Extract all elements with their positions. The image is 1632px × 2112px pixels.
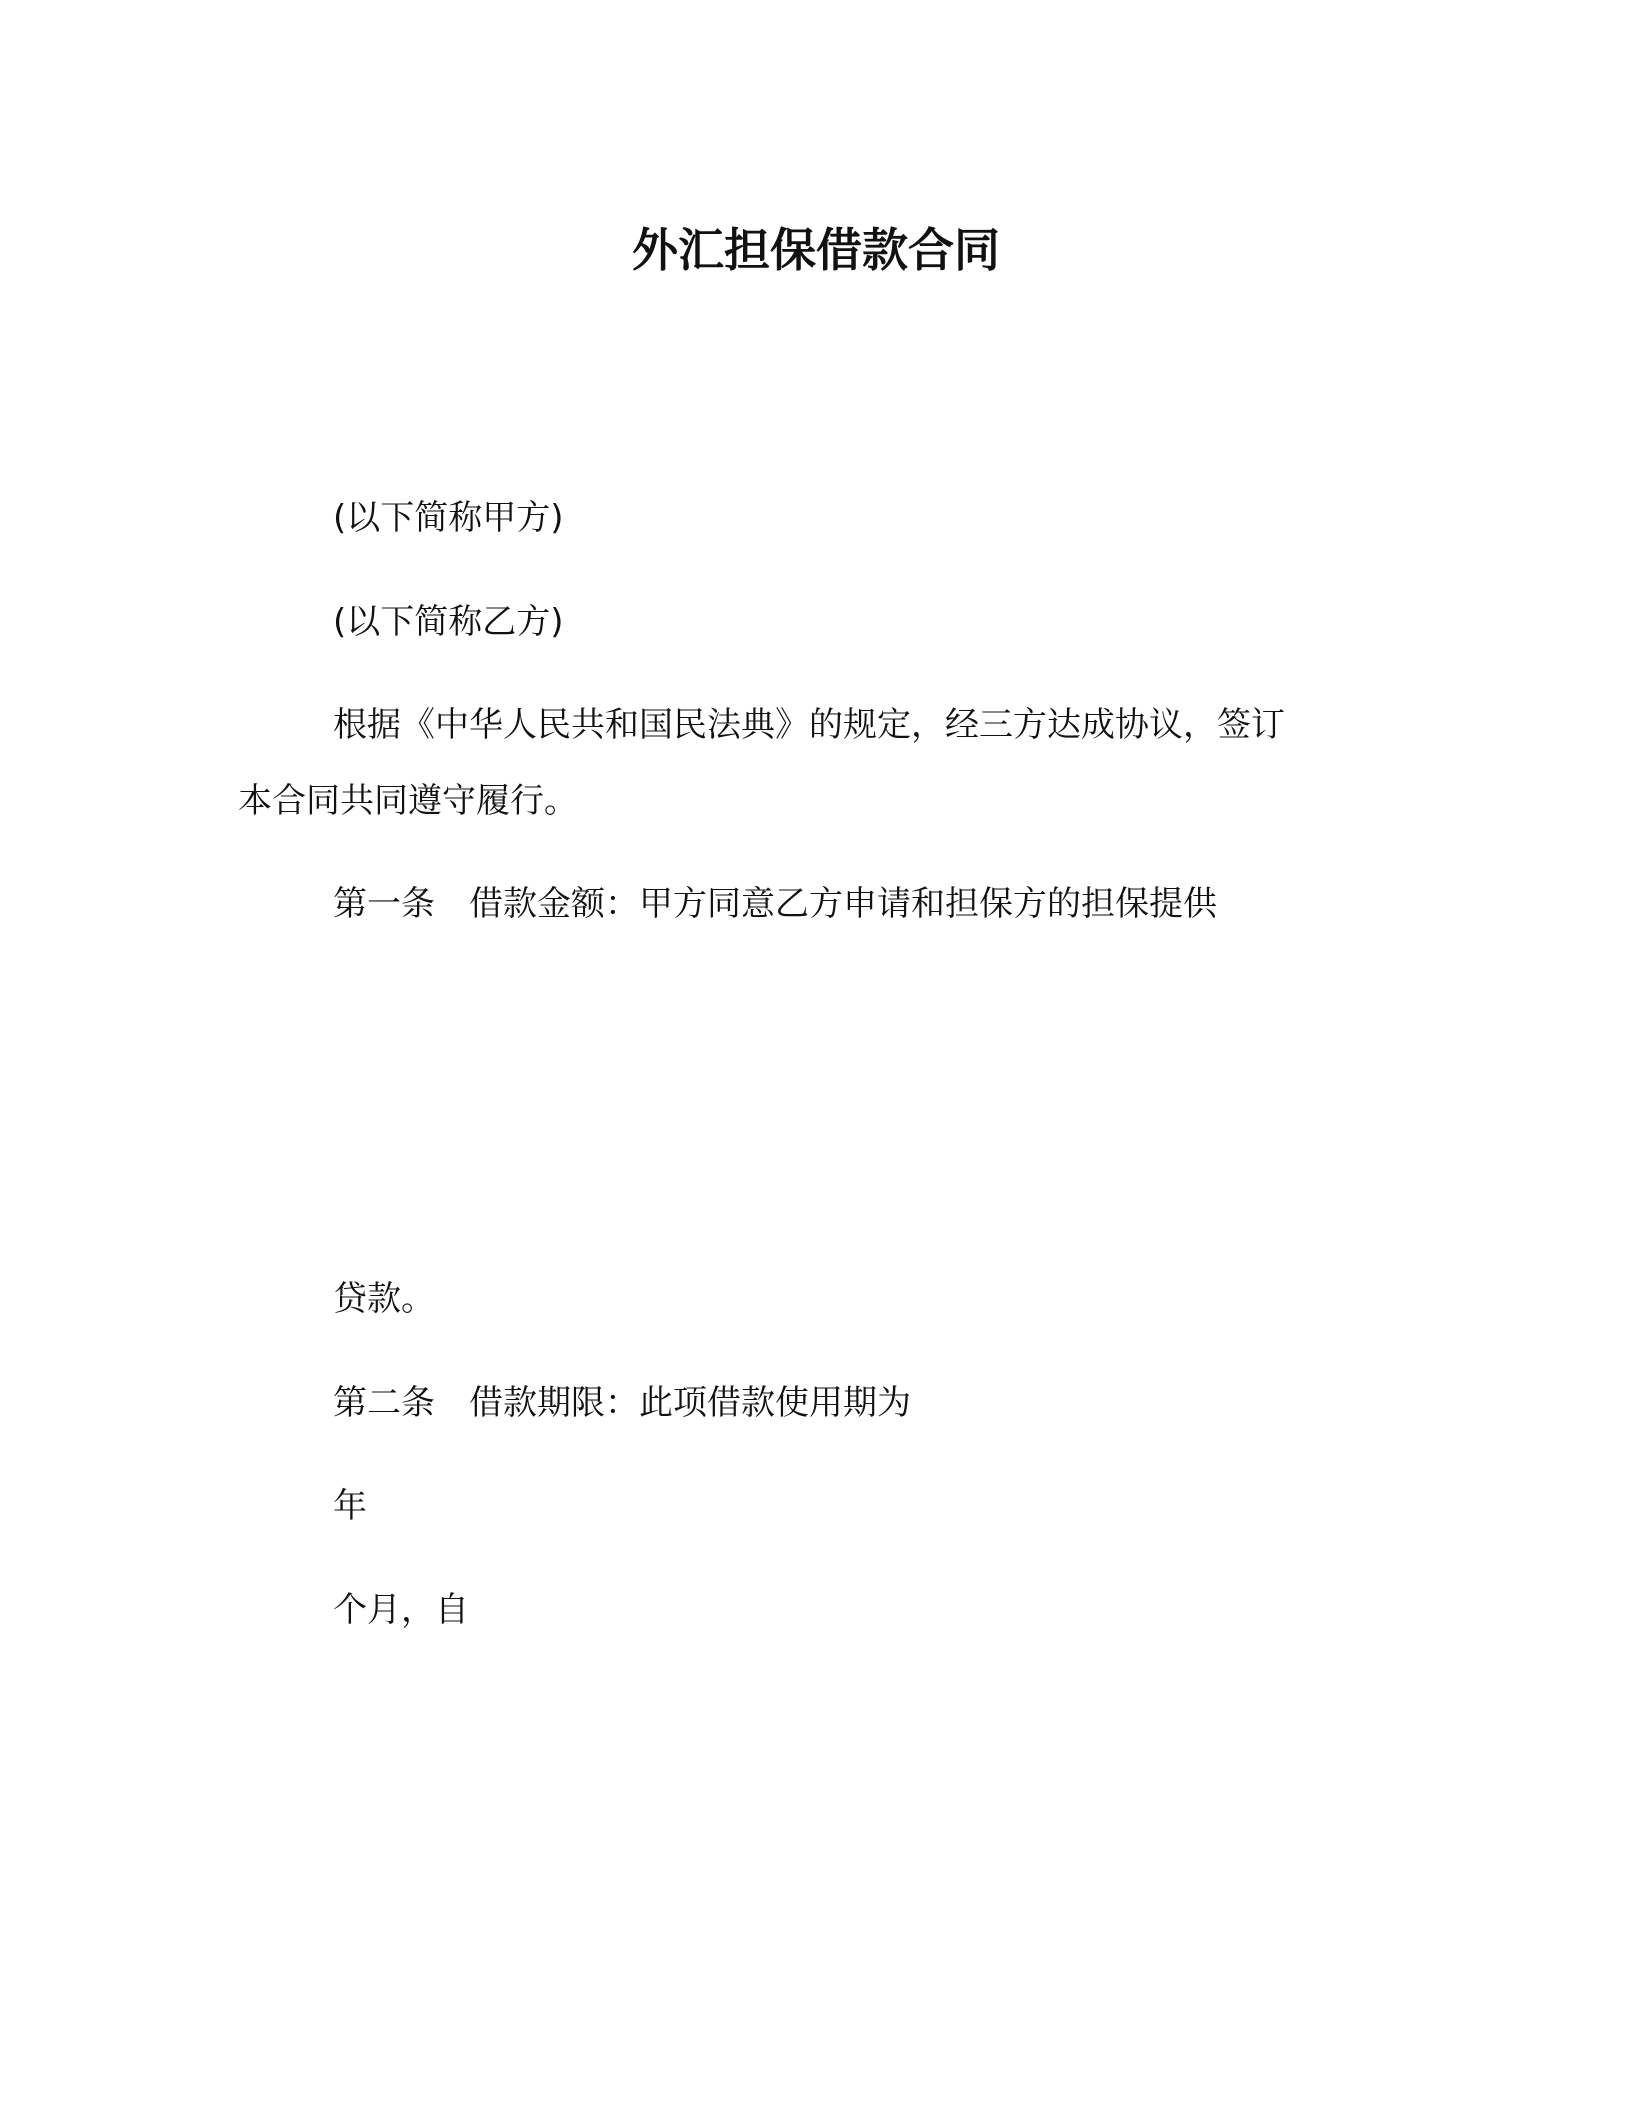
article-2-line-2: 年 [333, 1486, 367, 1526]
party-a-line: (以下简称甲方) [333, 498, 564, 538]
article-1-line-1: 第一条 借款金额：甲方同意乙方申请和担保方的担保提供 [333, 884, 1217, 924]
party-b-line: (以下简称乙方) [333, 602, 564, 642]
article-2-line-3: 个月，自 [333, 1590, 469, 1630]
preamble-line-1: 根据《中华人民共和国民法典》的规定，经三方达成协议，签订 [333, 705, 1285, 745]
document-title: 外汇担保借款合同 [632, 223, 1000, 277]
article-2-line-1: 第二条 借款期限：此项借款使用期为 [333, 1383, 911, 1423]
preamble-line-2: 本合同共同遵守履行。 [238, 781, 578, 821]
article-1-line-2: 贷款。 [333, 1279, 435, 1319]
